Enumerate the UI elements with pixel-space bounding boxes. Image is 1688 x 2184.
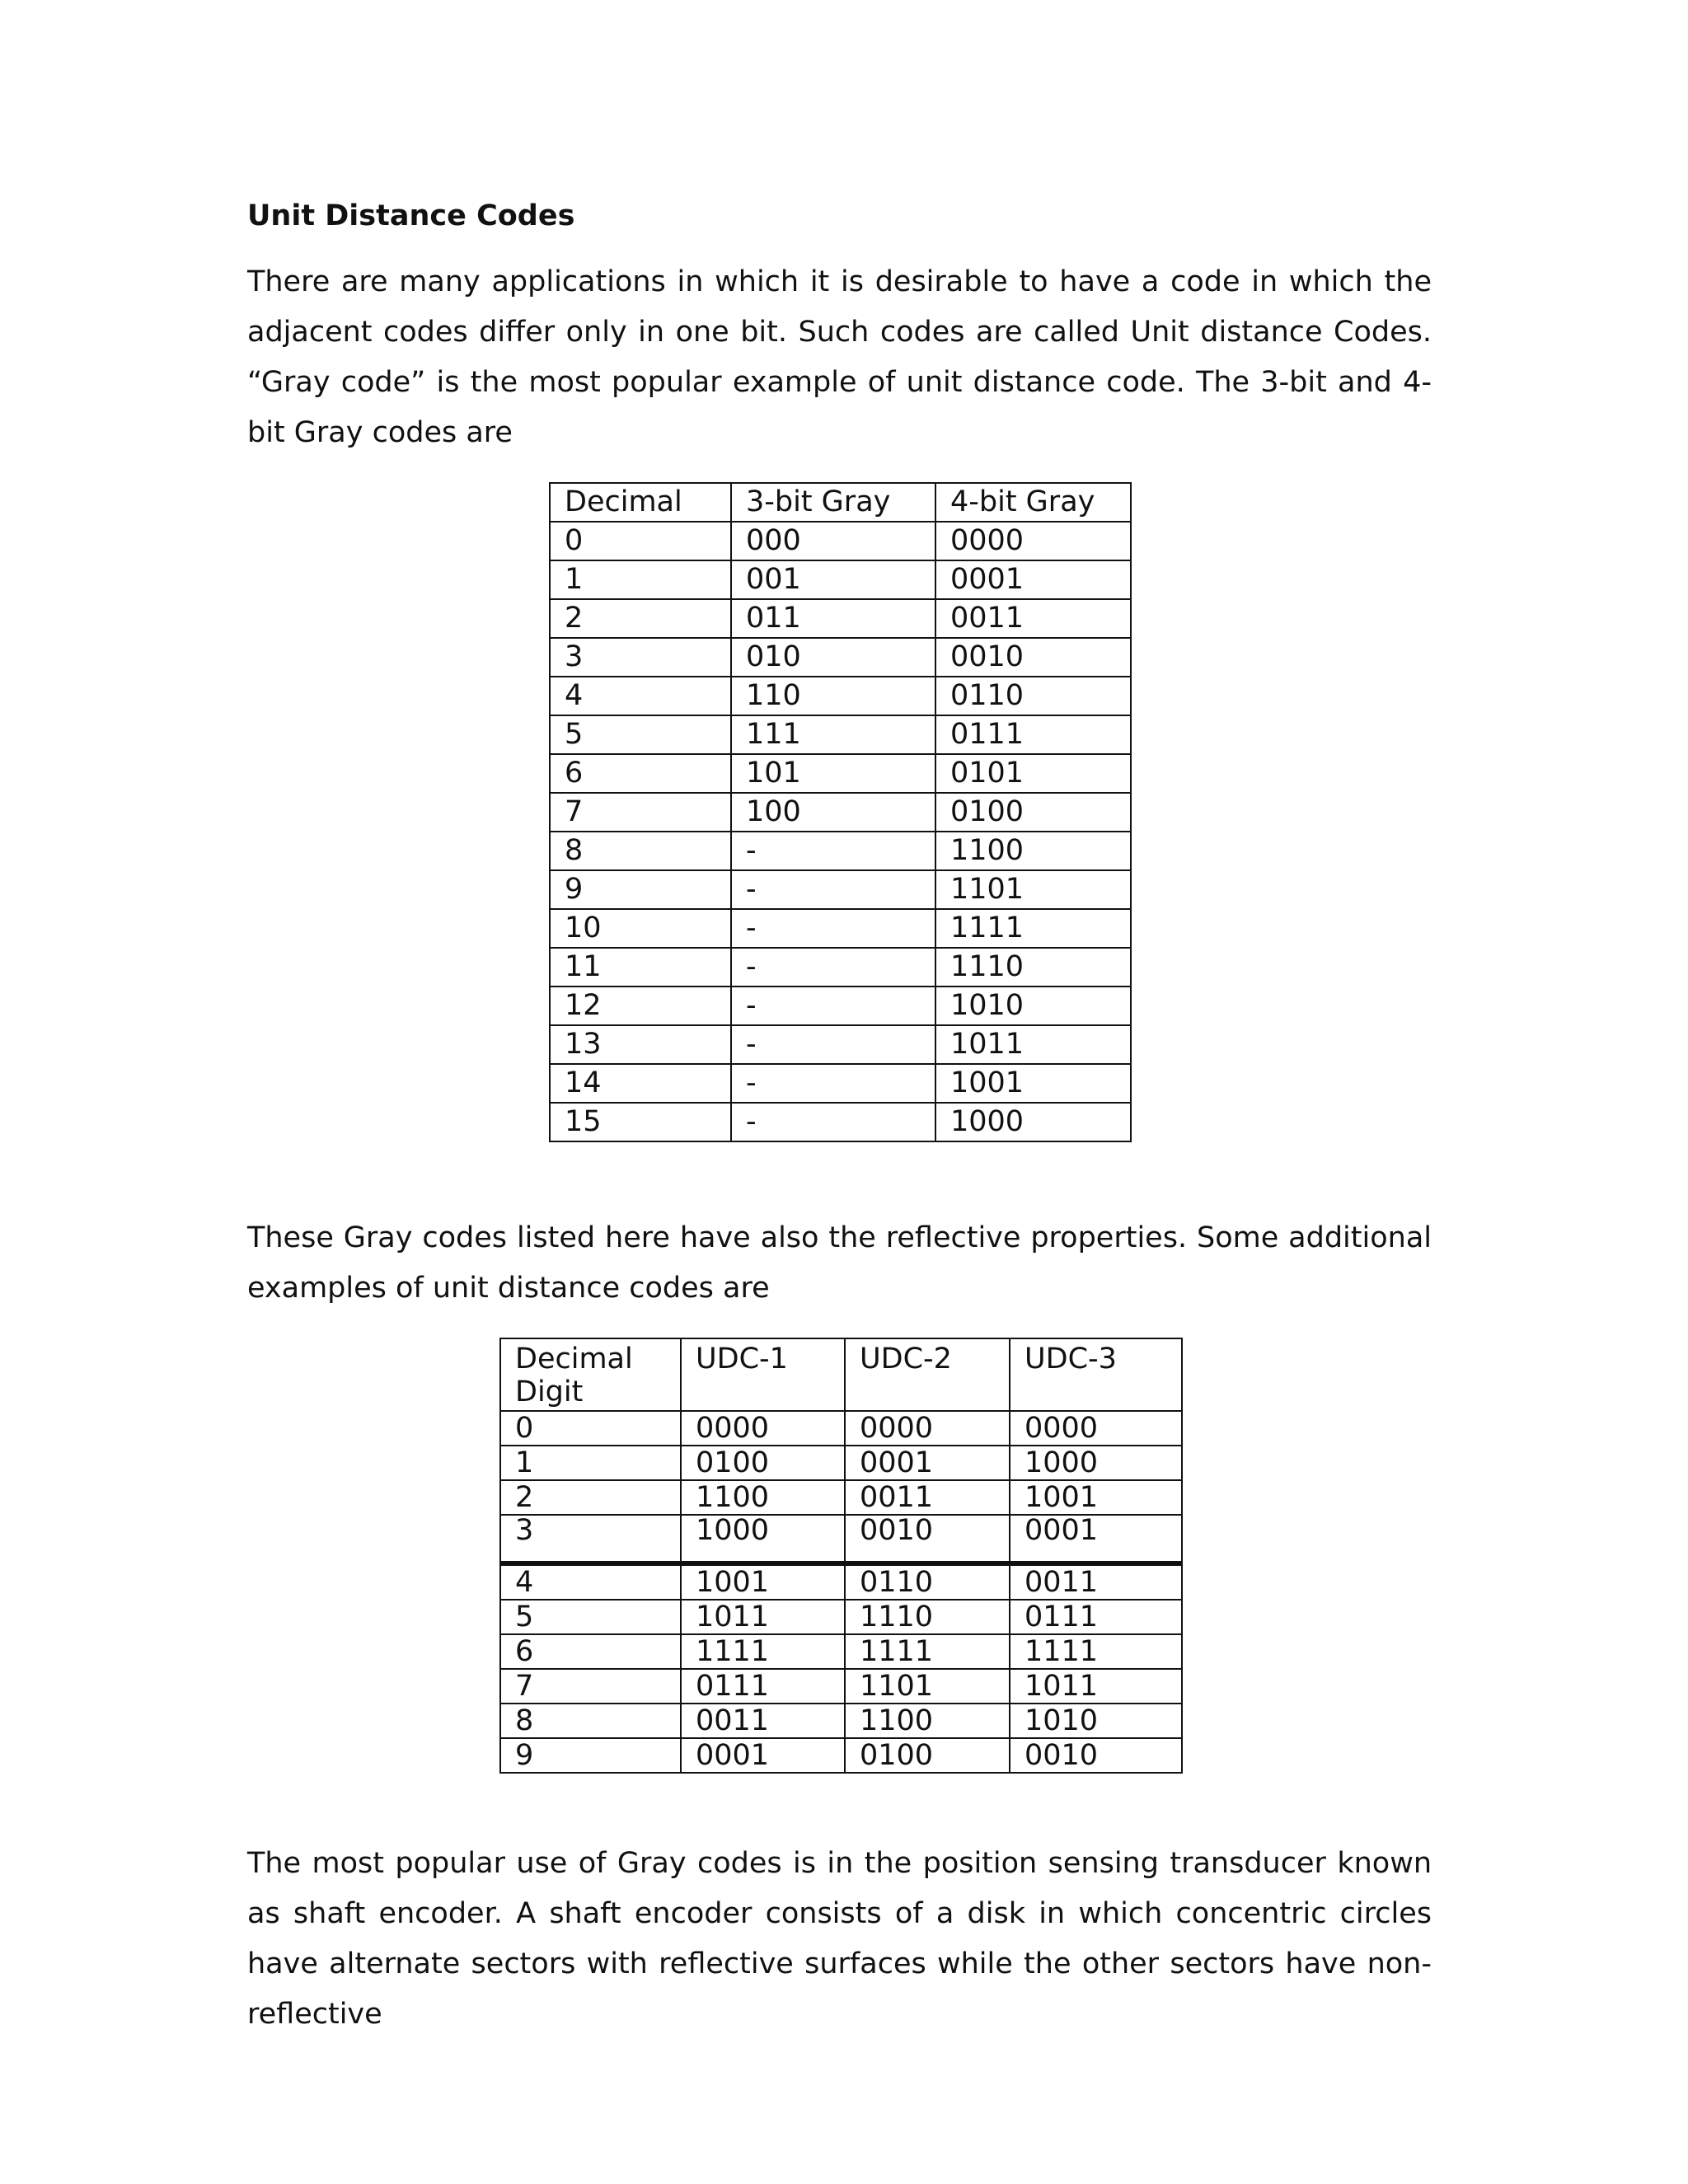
- gray-3bit-cell: 000: [731, 522, 935, 560]
- udc-2-cell: 1100: [845, 1704, 1010, 1738]
- udc-2-cell: 1110: [845, 1600, 1010, 1634]
- gray-4bit-cell: 0100: [935, 793, 1131, 832]
- gray-3bit-cell: 111: [731, 715, 935, 754]
- gray-3bit-cell: 101: [731, 754, 935, 793]
- gray-3bit-cell: -: [731, 1025, 935, 1064]
- gray-4bit-cell: 0001: [935, 560, 1131, 599]
- decimal-cell: 6: [550, 754, 731, 793]
- udc-3-cell: 1000: [1010, 1446, 1182, 1480]
- gray-4bit-cell: 0010: [935, 638, 1131, 677]
- decimal-digit-cell: 3: [500, 1515, 681, 1563]
- gray-4bit-cell: 1100: [935, 832, 1131, 870]
- udc-2-cell: 0000: [845, 1411, 1010, 1446]
- table-row: [500, 1563, 1182, 1600]
- table-row: [500, 1480, 1182, 1515]
- table-row: [550, 638, 1131, 677]
- decimal-cell: 1: [550, 560, 731, 599]
- table-row: [550, 715, 1131, 754]
- udc-2-cell: 0110: [845, 1563, 1010, 1600]
- gray-3bit-cell: -: [731, 832, 935, 870]
- table-row: [550, 1064, 1131, 1103]
- udc-1-cell: 1100: [681, 1480, 845, 1515]
- column-header-udc-3: UDC-3: [1010, 1338, 1182, 1411]
- column-header-decimal-digit: Decimal Digit: [500, 1338, 681, 1411]
- gray-3bit-cell: -: [731, 870, 935, 909]
- udc-1-cell: 0111: [681, 1669, 845, 1704]
- table-row: [500, 1600, 1182, 1634]
- column-header-3bit-gray: 3-bit Gray: [731, 483, 935, 522]
- reflective-paragraph: These Gray codes listed here have also the reflective properties. Some additional examples of unit distance codes are: [247, 1221, 1432, 1305]
- decimal-cell: 2: [550, 599, 731, 638]
- udc-3-cell: 1010: [1010, 1704, 1182, 1738]
- gray-3bit-cell: -: [731, 1103, 935, 1141]
- decimal-digit-cell: 1: [500, 1446, 681, 1480]
- decimal-cell: 12: [550, 987, 731, 1025]
- gray-3bit-cell: -: [731, 1064, 935, 1103]
- table-row: [550, 599, 1131, 638]
- udc-2-cell: 0100: [845, 1738, 1010, 1773]
- udc-3-cell: 0011: [1010, 1563, 1182, 1600]
- gray-4bit-cell: 1101: [935, 870, 1131, 909]
- gray-4bit-cell: 1010: [935, 987, 1131, 1025]
- gray-3bit-cell: 011: [731, 599, 935, 638]
- section-heading: Unit Distance Codes: [247, 199, 575, 232]
- udc-2-cell: 1111: [845, 1634, 1010, 1669]
- table-row: [500, 1704, 1182, 1738]
- udc-1-cell: 0011: [681, 1704, 845, 1738]
- intro-paragraph: There are many applications in which it is desirable to have a code in which the adjacent codes differ only in one bit. Such codes are called Unit distance Codes. “Gray code” is the most popular example of unit distance code. The 3-bit and 4-bit Gray codes are: [247, 265, 1432, 449]
- decimal-cell: 14: [550, 1064, 731, 1103]
- gray-4bit-cell: 1011: [935, 1025, 1131, 1064]
- decimal-digit-cell: 5: [500, 1600, 681, 1634]
- gray-3bit-cell: 100: [731, 793, 935, 832]
- udc-1-cell: 1000: [681, 1515, 845, 1563]
- gray-4bit-cell: 0101: [935, 754, 1131, 793]
- udc-3-cell: 0001: [1010, 1515, 1182, 1563]
- table-row: [550, 1025, 1131, 1064]
- gray-3bit-cell: 001: [731, 560, 935, 599]
- decimal-cell: 9: [550, 870, 731, 909]
- decimal-digit-cell: 7: [500, 1669, 681, 1704]
- gray-3bit-cell: 010: [731, 638, 935, 677]
- column-header-4bit-gray: 4-bit Gray: [935, 483, 1131, 522]
- gray-4bit-cell: 1000: [935, 1103, 1131, 1141]
- table-row: [550, 560, 1131, 599]
- decimal-digit-cell: 2: [500, 1480, 681, 1515]
- table-row: [500, 1634, 1182, 1669]
- udc-2-cell: 1101: [845, 1669, 1010, 1704]
- decimal-digit-cell: 4: [500, 1563, 681, 1600]
- gray-3bit-cell: -: [731, 909, 935, 948]
- gray-4bit-cell: 1110: [935, 948, 1131, 987]
- table-row: [500, 1515, 1182, 1563]
- udc-1-cell: 1111: [681, 1634, 845, 1669]
- table-row: [550, 1103, 1131, 1141]
- udc-table: [499, 1338, 1183, 1774]
- gray-3bit-cell: -: [731, 987, 935, 1025]
- table-row: [550, 793, 1131, 832]
- table-row: [500, 1738, 1182, 1773]
- table-row: [550, 522, 1131, 560]
- decimal-digit-cell: 9: [500, 1738, 681, 1773]
- table-header-row: [500, 1338, 1182, 1411]
- decimal-cell: 11: [550, 948, 731, 987]
- decimal-cell: 5: [550, 715, 731, 754]
- udc-2-cell: 0001: [845, 1446, 1010, 1480]
- decimal-cell: 7: [550, 793, 731, 832]
- decimal-cell: 13: [550, 1025, 731, 1064]
- gray-4bit-cell: 0011: [935, 599, 1131, 638]
- udc-3-cell: 1011: [1010, 1669, 1182, 1704]
- gray-4bit-cell: 0110: [935, 677, 1131, 715]
- udc-3-cell: 0000: [1010, 1411, 1182, 1446]
- gray-4bit-cell: 0000: [935, 522, 1131, 560]
- udc-3-cell: 0010: [1010, 1738, 1182, 1773]
- udc-3-cell: 0111: [1010, 1600, 1182, 1634]
- table-row: [550, 909, 1131, 948]
- decimal-digit-cell: 8: [500, 1704, 681, 1738]
- table-header-row: [550, 483, 1131, 522]
- udc-3-cell: 1001: [1010, 1480, 1182, 1515]
- decimal-digit-cell: 6: [500, 1634, 681, 1669]
- shaft-encoder-paragraph: The most popular use of Gray codes is in the position sensing transducer known as shaft encoder. A shaft encoder consists of a disk in which concentric circles have alternate sectors with reflective surfaces while the other sectors have non-reflective: [247, 1847, 1432, 2031]
- udc-3-cell: 1111: [1010, 1634, 1182, 1669]
- table-row: [550, 987, 1131, 1025]
- gray-4bit-cell: 1001: [935, 1064, 1131, 1103]
- decimal-cell: 4: [550, 677, 731, 715]
- udc-1-cell: 1001: [681, 1563, 845, 1600]
- gray-3bit-cell: -: [731, 948, 935, 987]
- decimal-cell: 15: [550, 1103, 731, 1141]
- table-row: [550, 870, 1131, 909]
- udc-1-cell: 0100: [681, 1446, 845, 1480]
- udc-1-cell: 1011: [681, 1600, 845, 1634]
- table-row: [500, 1446, 1182, 1480]
- gray-3bit-cell: 110: [731, 677, 935, 715]
- udc-1-cell: 0000: [681, 1411, 845, 1446]
- table-row: [550, 754, 1131, 793]
- decimal-cell: 0: [550, 522, 731, 560]
- table-row: [500, 1411, 1182, 1446]
- udc-1-cell: 0001: [681, 1738, 845, 1773]
- column-header-udc-1: UDC-1: [681, 1338, 845, 1411]
- table-row: [550, 832, 1131, 870]
- column-header-decimal: Decimal: [550, 483, 731, 522]
- udc-2-cell: 0010: [845, 1515, 1010, 1563]
- decimal-cell: 10: [550, 909, 731, 948]
- table-row: [550, 677, 1131, 715]
- column-header-udc-2: UDC-2: [845, 1338, 1010, 1411]
- table-row: [550, 948, 1131, 987]
- decimal-cell: 3: [550, 638, 731, 677]
- gray-code-table: [549, 482, 1132, 1142]
- udc-2-cell: 0011: [845, 1480, 1010, 1515]
- gray-4bit-cell: 1111: [935, 909, 1131, 948]
- table-row: [500, 1669, 1182, 1704]
- decimal-digit-cell: 0: [500, 1411, 681, 1446]
- decimal-cell: 8: [550, 832, 731, 870]
- gray-4bit-cell: 0111: [935, 715, 1131, 754]
